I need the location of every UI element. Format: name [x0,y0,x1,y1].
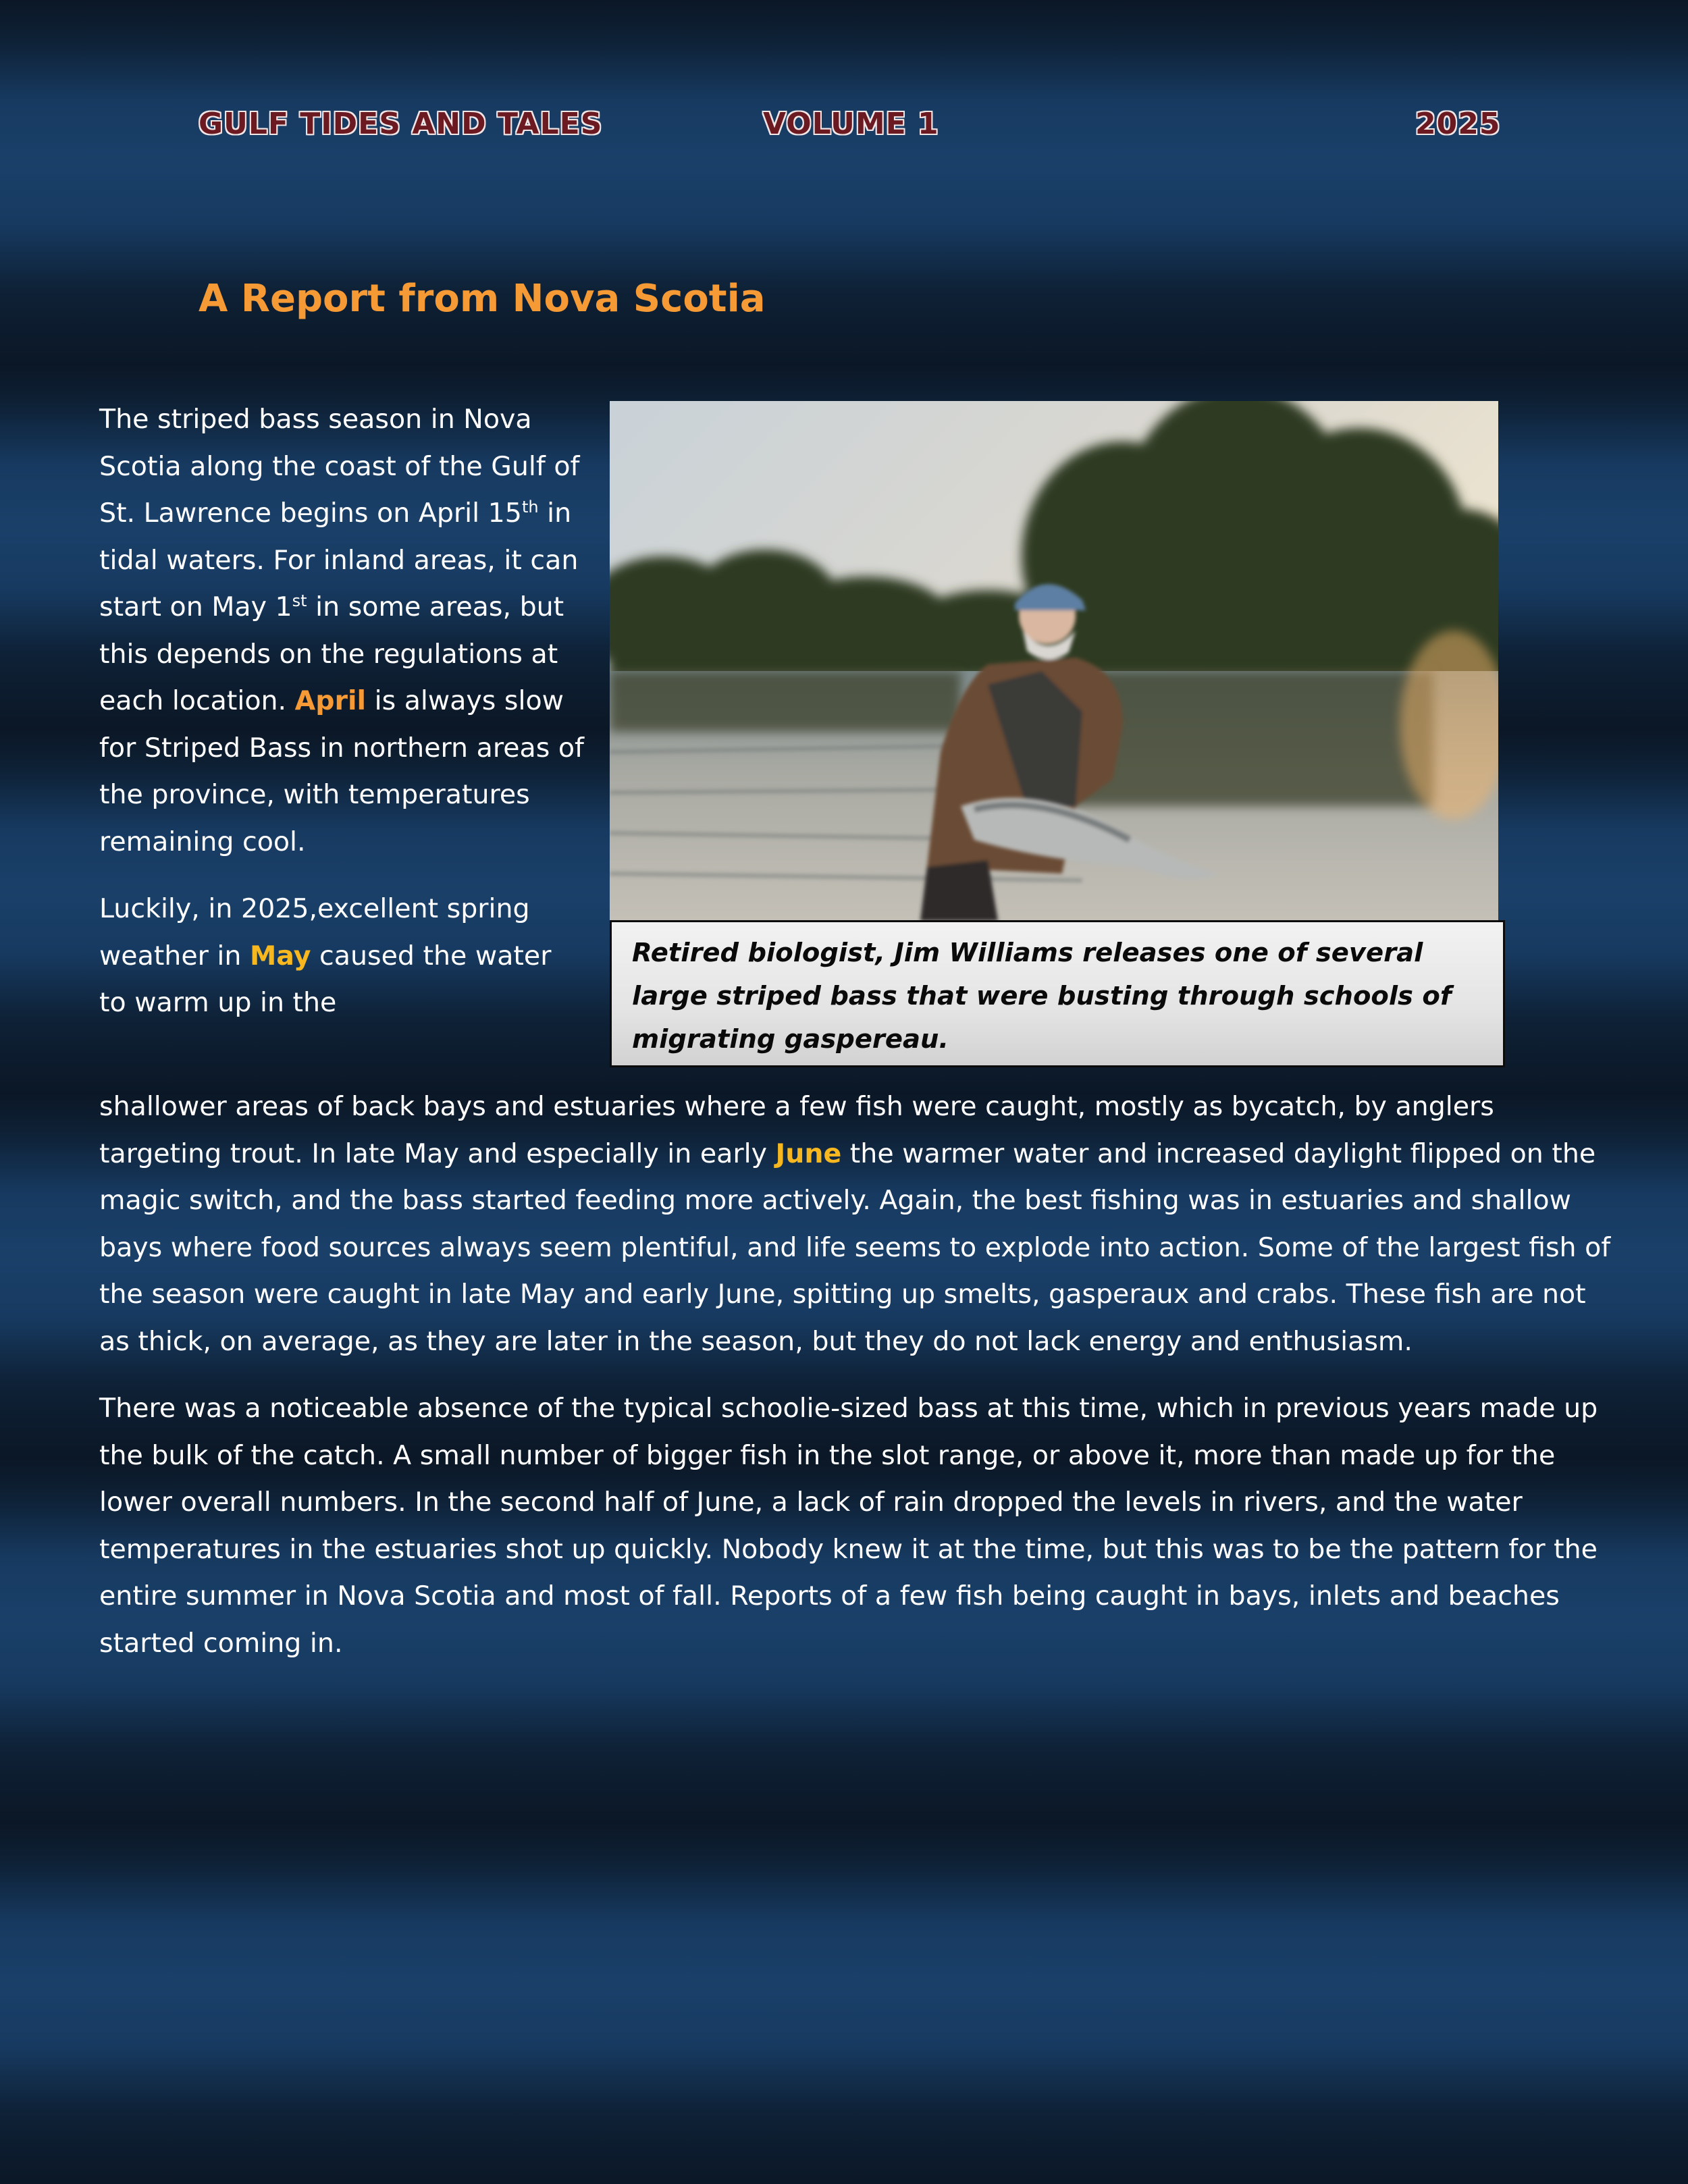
article-photo [610,401,1498,921]
angler-photo-illustration [610,401,1498,921]
text-run: caused the water to warm up in the [99,940,552,1018]
text-run: The striped bass season in Nova Scotia along the coast of the Gulf of St. Lawrence begins on April 15 [99,404,580,529]
photo-caption: Retired biologist, Jim Williams releases one of several large striped bass that were busting through schools of migrating gaspereau. [610,920,1505,1067]
paragraph-2 [99,886,585,1027]
paragraph-1 [99,396,585,865]
highlight-may: May [250,940,311,971]
volume-label: VOLUME 1 [763,107,939,141]
paragraph-3: There was a noticeable absence of the typical schoolie-sized bass at this time, which in previous years made up the bulk of the catch. A small number of bigger fish in the slot range, or above it, more than made up for the lower overall numbers. In the second half of June, a lack of rain dropped the levels in rivers, and the water temperatures in the estuaries shot up quickly. Nobody knew it at the time, but this was to be the pattern for the entire summer in Nova Scotia and most of fall. Reports of a few fish being caught in bays, inlets and beaches started coming in. [99,1393,1598,1659]
text-run: in some areas, but this depends on the regulations at each location. [99,591,564,716]
text-run: the warmer water and increased daylight flipped on the magic switch, and the bass started feeding more actively. Again, the best fishing was in estuaries and shallow bays where food sources always seem plentiful, and life seems to explode into action. Some of the largest fish of the season were caught in late May and early June, spitting up smelts, gasperaux and crabs. These fish are not as thick, on average, as they are later in the season, but they do not lack energy and enthusiasm. [99,1138,1611,1357]
text-run: in tidal waters. For inland areas, it can start on May 1 [99,498,579,622]
article-column-left [99,396,585,1027]
publication-name: GULF TIDES AND TALES [199,107,603,141]
text-run: shallower areas of back bays and estuaries where a few fish were caught, mostly as bycatch, by anglers targeting trout. In late May and especially in early [99,1091,1494,1169]
article-column-full [99,1084,1612,1667]
year-label: 2025 [1415,107,1501,141]
text-run: Luckily, in 2025,excellent spring weather in [99,893,530,971]
superscript: st [292,591,307,610]
highlight-june: June [775,1138,842,1169]
article-title: A Report from Nova Scotia [199,277,766,321]
highlight-april: April [294,685,367,716]
text-run: is always slow for Striped Bass in northern areas of the province, with temperatures remaining cool. [99,685,584,857]
superscript: th [521,497,539,516]
paragraph-2-continued [99,1084,1612,1365]
